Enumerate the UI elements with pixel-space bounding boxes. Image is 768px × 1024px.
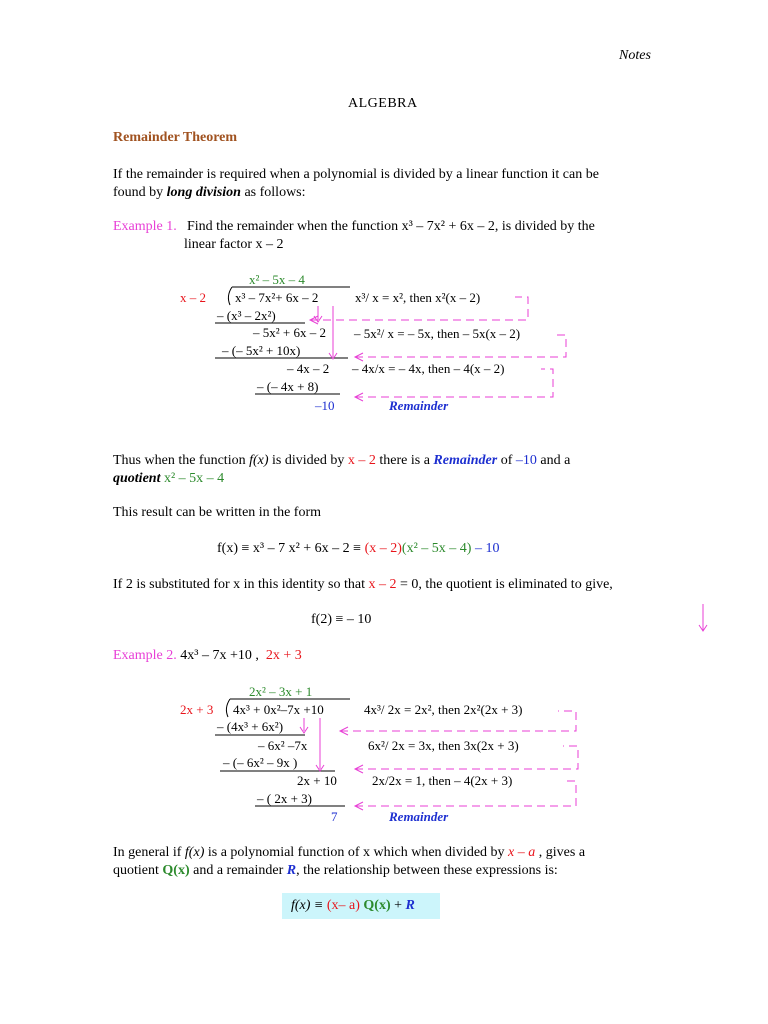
general-paragraph (113, 844, 673, 880)
example2-divisor-label: 2x + 3 (265, 648, 302, 663)
formula-fx: f(x) ≡ (291, 898, 327, 913)
formula-r: R (405, 898, 415, 913)
summary-remainder-value: –10 (515, 453, 537, 468)
summary-paragraph (113, 452, 673, 488)
formula-plus: + (390, 898, 406, 913)
div1-note2: – 5x²/ x = – 5x, then – 5x(x – 2) (354, 326, 521, 341)
identity-remainder: – 10 (471, 541, 500, 556)
div1-row5: – (– 4x + 8) (257, 379, 319, 394)
summary-text-c: there is a (375, 453, 434, 468)
notes-header: Notes (619, 48, 651, 63)
summary-fx: f(x) (249, 453, 269, 468)
example1-label: Example 1. (113, 219, 177, 234)
substitution-a: If 2 is substituted for x in this identity so that (113, 577, 369, 592)
example2-function: 4x³ – 7x +10 , (180, 648, 259, 663)
formula-qx: Q(x) (359, 898, 391, 913)
intro-line2-suffix: as follows: (240, 185, 306, 200)
div1-quotient: x² – 5x – 4 (249, 272, 305, 287)
identity-factor: (x – 2) (364, 541, 402, 556)
example1-line1: Find the remainder when the function x³ – 7x² + 6x – 2, is divided by the (187, 219, 595, 234)
intro-line2-prefix: found by (113, 185, 167, 200)
remainder-theorem-formula (291, 898, 415, 914)
div2-note3: 2x/2x = 1, then – 4(2x + 3) (372, 773, 513, 788)
substitution-expr: x – 2 (368, 577, 397, 592)
form-text: This result can be written in the form (113, 505, 321, 520)
summary-remainder-word: Remainder (433, 453, 498, 468)
summary-text-d: of (497, 453, 516, 468)
identity-lhs: f(x) ≡ x³ – 7 x² + 6x – 2 ≡ (217, 541, 365, 556)
summary-divisor: x – 2 (347, 453, 376, 468)
identity-quotient: (x² – 5x – 4) (401, 541, 472, 556)
page-title: ALGEBRA (348, 96, 418, 111)
div1-remainder-value: –10 (315, 398, 335, 413)
summary-text-a: Thus when the function (113, 453, 250, 468)
div2-row4: 2x + 10 (297, 773, 337, 788)
div2-note2: 6x²/ 2x = 3x, then 3x(2x + 3) (368, 738, 519, 753)
summary-text-b: is divided by (268, 453, 348, 468)
intro-line1: If the remainder is required when a polynomial is divided by a linear function it can be (113, 167, 599, 182)
general-f: , the relationship between these expressions is: (296, 863, 558, 878)
general-a: In general if (113, 845, 185, 860)
div1-remainder-label: Remainder (389, 398, 449, 413)
summary-quotient-expr: x² – 5x – 4 (163, 471, 225, 486)
section-title: Remainder Theorem (113, 130, 238, 145)
example2-label: Example 2. (113, 648, 177, 663)
div1-dividend: x³ – 7x²+ 6x – 2 (235, 290, 319, 305)
f2-result: f(2) ≡ – 10 (311, 612, 372, 627)
div2-remainder-label: Remainder (389, 809, 449, 824)
general-c: , gives a (535, 845, 586, 860)
general-qx: Q(x) (162, 863, 190, 878)
intro-paragraph (113, 166, 673, 202)
formula-xa: (x– a) (326, 898, 360, 913)
general-fx: f(x) (184, 845, 205, 860)
general-d: quotient (113, 863, 163, 878)
div2-row2: – 6x² –7x (258, 738, 308, 753)
div2-dividend: 4x³ + 0x²–7x +10 (233, 702, 324, 717)
div1-row4: – 4x – 2 (287, 361, 330, 376)
general-e: and a remainder (189, 863, 287, 878)
div1-row3: – (– 5x² + 10x) (222, 343, 301, 358)
div2-quotient: 2x² – 3x + 1 (249, 684, 313, 699)
substitution-text (113, 577, 613, 593)
example1-line2: linear factor x – 2 (184, 237, 284, 252)
div2-row1: – (4x³ + 6x²) (217, 719, 284, 734)
general-xa: x – a (508, 845, 536, 860)
intro-long-division: long division (166, 185, 241, 200)
div1-note3: – 4x/x = – 4x, then – 4(x – 2) (352, 361, 505, 376)
summary-quotient-word: quotient (113, 471, 161, 486)
summary-text-e: and a (536, 453, 571, 468)
general-b: is a polynomial function of x which when divided by (204, 845, 509, 860)
substitution-b: = 0, the quotient is eliminated to give, (396, 577, 613, 592)
example2-line (113, 648, 302, 664)
div2-row5: – ( 2x + 3) (257, 791, 312, 806)
div1-row1: – (x³ – 2x²) (217, 308, 276, 323)
div2-row3: – (– 6x² – 9x ) (223, 755, 298, 770)
div2-divisor: 2x + 3 (180, 702, 214, 717)
div1-note1: x³/ x = x², then x²(x – 2) (355, 290, 481, 305)
div2-note1: 4x³/ 2x = 2x², then 2x²(2x + 3) (364, 702, 523, 717)
div2-remainder-value: 7 (331, 809, 338, 824)
div1-divisor: x – 2 (180, 290, 206, 305)
div1-row2: – 5x² + 6x – 2 (253, 325, 326, 340)
general-r: R (286, 863, 297, 878)
identity-equation (217, 541, 499, 557)
